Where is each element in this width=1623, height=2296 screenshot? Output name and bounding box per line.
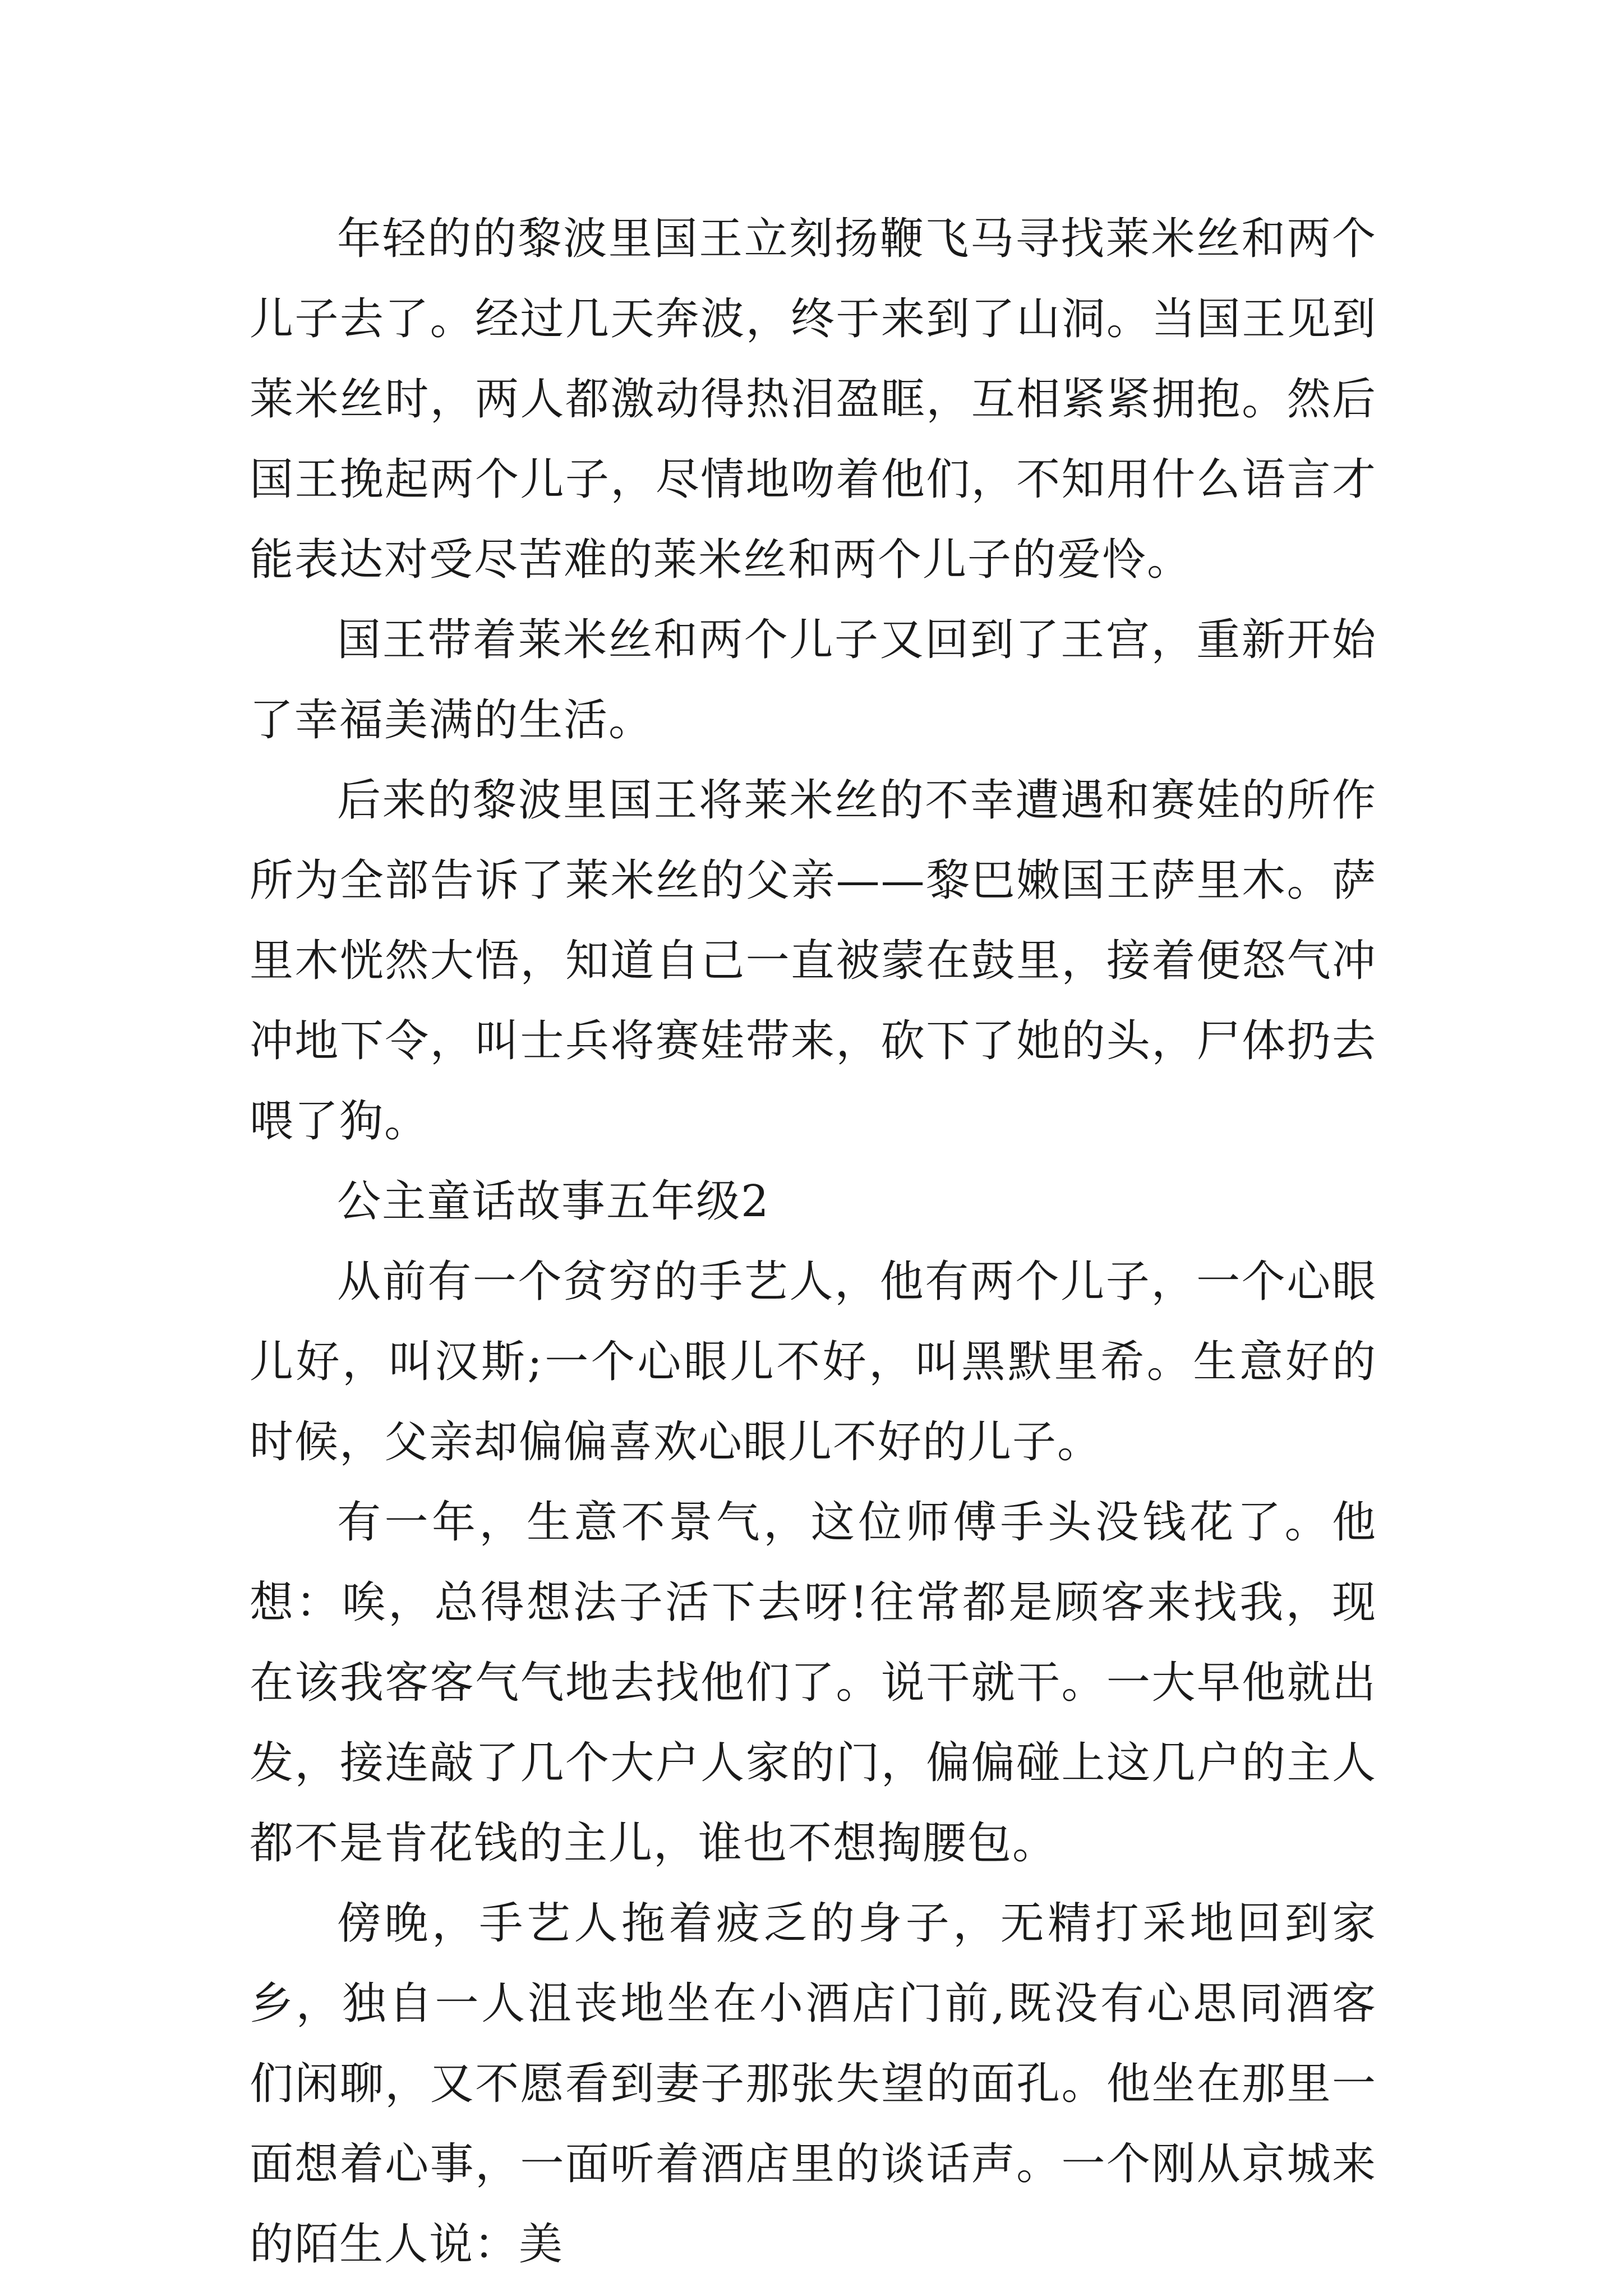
paragraph-craftsman-intro: 从前有一个贫穷的手艺人，他有两个儿子，一个心眼儿好，叫汉斯;一个心眼儿不好，叫黑默里希。生意好的时候，父亲却偏偏喜欢心眼儿不好的儿子。 bbox=[250, 1257, 1377, 1467]
paragraph-return-to-palace: 国王带着莱米丝和两个儿子又回到了王宫，重新开始了幸福美满的生活。 bbox=[250, 615, 1377, 746]
paragraph-king-searches: 年轻的的黎波里国王立刻扬鞭飞马寻找莱米丝和两个儿子去了。经过几天奔波，终于来到了山洞。当国王见到莱米丝时，两人都激动得热泪盈眶，互相紧紧拥抱。然后国王挽起两个儿子，尽情地吻着他们，不知用什么语言才能表达对受尽苦难的莱米丝和两个儿子的爱怜。 bbox=[250, 214, 1377, 585]
story-heading: 公主童话故事五年级2 bbox=[337, 1176, 770, 1227]
paragraph-sawa-punished: 后来的黎波里国王将莱米丝的不幸遭遇和赛娃的所作所为全部告诉了莱米丝的父亲——黎巴嫩国王萨里木。萨里木恍然大悟，知道自己一直被蒙在鼓里，接着便怒气冲冲地下令，叫士兵将赛娃带来，砍下了她的头，尸体扔去喂了狗。 bbox=[250, 775, 1377, 1147]
document-body bbox=[250, 199, 1377, 2285]
paragraph-bad-year: 有一年，生意不景气，这位师傅手头没钱花了。他想：唉，总得想法子活下去呀!往常都是顾客来找我，现在该我客客气气地去找他们了。说干就干。一大早他就出发，接连敲了几个大户人家的门，偏偏碰上这几户的主人都不是肯花钱的主儿，谁也不想掏腰包。 bbox=[250, 1497, 1377, 1869]
paragraph-evening-tavern: 傍晚，手艺人拖着疲乏的身子，无精打采地回到家乡，独自一人沮丧地坐在小酒店门前,既没有心思同酒客们闲聊，又不愿看到妻子那张失望的面孔。他坐在那里一面想着心事，一面听着酒店里的谈话声。一个刚从京城来的陌生人说：美 bbox=[250, 1898, 1377, 2270]
